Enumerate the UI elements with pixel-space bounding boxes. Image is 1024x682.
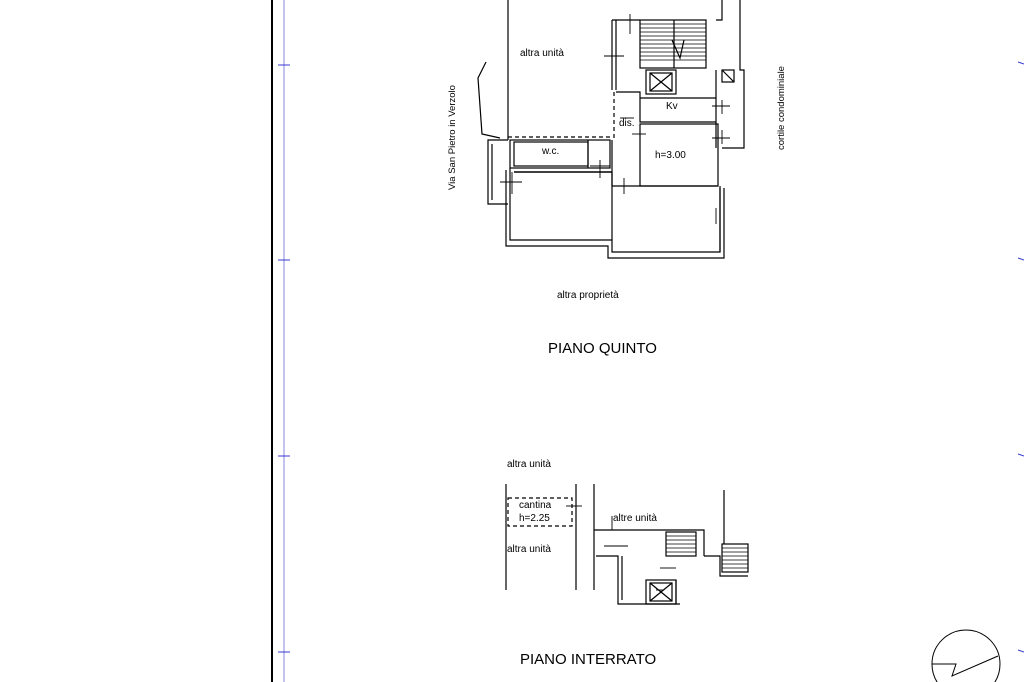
fifth-floor-title: PIANO QUINTO bbox=[548, 340, 657, 357]
room-height-label: h=3.00 bbox=[655, 150, 686, 161]
cellar-label: cantina bbox=[519, 500, 552, 511]
kv-label: Kv bbox=[666, 101, 678, 112]
fifth-floor-plan bbox=[478, 0, 744, 258]
other-units-label: altre unità bbox=[613, 513, 657, 524]
basement-title: PIANO INTERRATO bbox=[520, 651, 657, 668]
courtyard-label: cortile condominiale bbox=[776, 66, 787, 150]
street-label: Via San Pietro in Verzolo bbox=[447, 85, 458, 190]
basement-other-unit-top-label: altra unità bbox=[507, 459, 551, 470]
landing-label: dis. bbox=[619, 118, 635, 129]
wc-label: w.c. bbox=[542, 146, 560, 157]
north-arrow-icon bbox=[932, 630, 1000, 682]
fifth-other-unit-label: altra unità bbox=[520, 48, 564, 59]
cellar-height-label: h=2.25 bbox=[519, 513, 550, 524]
basement-other-unit-left-label: altra unità bbox=[507, 544, 551, 555]
sheet-frame bbox=[272, 0, 284, 682]
margin-ticks bbox=[278, 62, 1024, 652]
other-property-label: altra proprietà bbox=[557, 290, 619, 301]
